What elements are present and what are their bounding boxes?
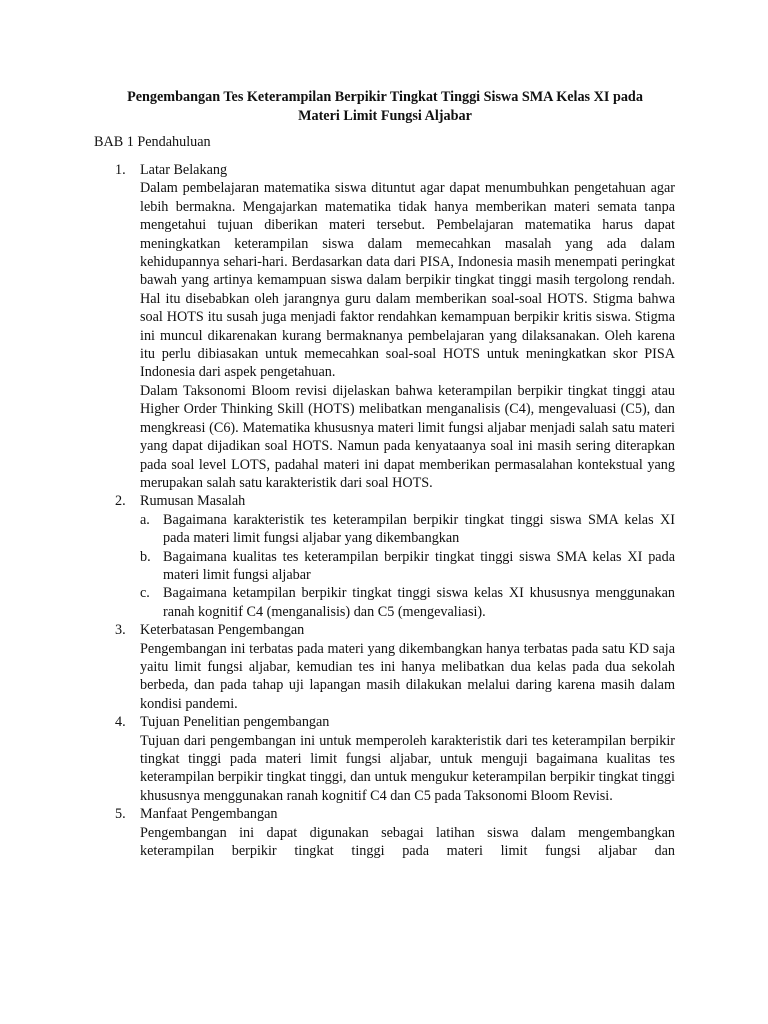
section-number: 1. <box>115 162 126 178</box>
list-item-letter: a. <box>140 511 150 528</box>
list-item-text: Bagaimana karakteristik tes keterampilan berpikir tingkat tinggi siswa SMA kelas XI pada materi limit fungsi aljabar yang dikembangkan <box>163 511 675 547</box>
list-item-letter: b. <box>140 548 151 565</box>
paragraph: Pengembangan ini terbatas pada materi yang dikembangkan hanya terbatas pada satu KD saja yaitu limit fungsi aljabar, kemudian tes ini hanya melibatkan dua kelas pada dua sekolah berbeda, dan pada tahap uji lapangan masih dilakukan melalui daring karena masih dalam kondisi pandemi. <box>140 640 675 712</box>
paragraph: Dalam pembelajaran matematika siswa dituntut agar dapat menumbuhkan pengetahuan agar lebih bermakna. Mengajarkan matematika tidak hanya memberikan materi semata tanpa mengetahui tujuan diberikan materi tersebut. Pembelajaran matematika harus dapat meningkatkan keterampilan siswa dalam memecahkan masalah yang ada dalam kehidupannya sehari-hari. Berdasarkan data dari PISA, Indonesia masih menempati peringkat bawah yang artinya kemampuan siswa dalam berpikir tingkat tinggi masih tergolong rendah. Hal itu disebabkan oleh jarangnya guru dalam memberikan soal-soal HOTS. Stigma bahwa soal HOTS itu susah juga menjadi faktor rendahkan kemampuan berpikir kritis siswa. Stigma ini muncul dikarenakan kurang bermaknanya pembelajaran yang dilaksanakan. Oleh karena itu perlu dibiasakan untuk memecahkan soal-soal HOTS untuk meningkatkan skor PISA Indonesia dari aspek pengetahuan. <box>140 180 675 381</box>
list-item-text: Bagaimana kualitas tes keterampilan berpikir tingkat tinggi siswa SMA kelas XI pada materi limit fungsi aljabar <box>163 548 675 583</box>
section-title: Manfaat Pengembangan <box>140 806 278 823</box>
section-number: 5. <box>115 806 126 823</box>
list-item-letter: c. <box>140 585 150 602</box>
section-title: Latar Belakang <box>140 162 228 178</box>
section-number: 4. <box>115 714 126 731</box>
section-title: Keterbatasan Pengembangan <box>140 622 305 639</box>
section-title: Rumusan Masalah <box>140 493 246 510</box>
paragraph: Dalam Taksonomi Bloom revisi dijelaskan bahwa keterampilan berpikir tingkat tinggi atau Higher Order Thinking Skill (HOTS) melibatkan menganalisis (C4), mengevaluasi (C5), dan mengkreasi (C6). Matematika khususnya materi limit fungsi aljabar menjadi salah satu materi yang dapat dijadikan soal HOTS. Namun pada kenyataanya soal ini masih sering diterapkan pada soal level LOTS, padahal materi ini dapat memberikan permasalahan kontekstual yang merupakan salah satu karakteristik dari soal HOTS. <box>140 382 675 491</box>
section-number: 2. <box>115 493 126 510</box>
title-line-2: Materi Limit Fungsi Aljabar <box>298 108 472 124</box>
section-tujuan <box>115 713 675 805</box>
document-title <box>80 88 690 126</box>
list-item <box>140 511 675 548</box>
section-title: Tujuan Penelitian pengembangan <box>140 714 330 731</box>
list-item <box>140 548 675 585</box>
title-line-1: Pengembangan Tes Keterampilan Berpikir Tingkat Tinggi Siswa SMA Kelas XI pada <box>127 89 643 105</box>
section-manfaat <box>115 805 675 860</box>
list-item-text: Bagaimana ketampilan berpikir tingkat tinggi siswa kelas XI khususnya menggunakan ranah kognitif C4 (menganalisis) dan C5 (mengevaliasi). <box>163 585 675 620</box>
paragraph: Tujuan dari pengembangan ini untuk memperoleh karakteristik dari tes keterampilan berpikir tingkat tinggi pada materi limit fungsi aljabar, untuk menguji bagaimana kualitas tes keterampilan berpikir tingkat tinggi, dan untuk mengukur keterampilan berpikir tingkat tinggi khususnya menggunakan ranah kognitif C4 dan C5 pada Taksonomi Bloom Revisi. <box>140 732 675 804</box>
section-latar-belakang <box>115 161 675 492</box>
list-item <box>140 584 675 621</box>
section-rumusan-masalah <box>115 492 675 621</box>
problem-list <box>140 511 675 621</box>
paragraph: Pengembangan ini dapat digunakan sebagai latihan siswa dalam mengembangkan keterampilan berpikir tingkat tinggi pada materi limit fungsi aljabar dan <box>140 824 675 860</box>
chapter-heading: BAB 1 Pendahuluan <box>94 134 211 150</box>
section-keterbatasan <box>115 621 675 713</box>
section-list <box>115 161 675 860</box>
section-number: 3. <box>115 622 126 639</box>
